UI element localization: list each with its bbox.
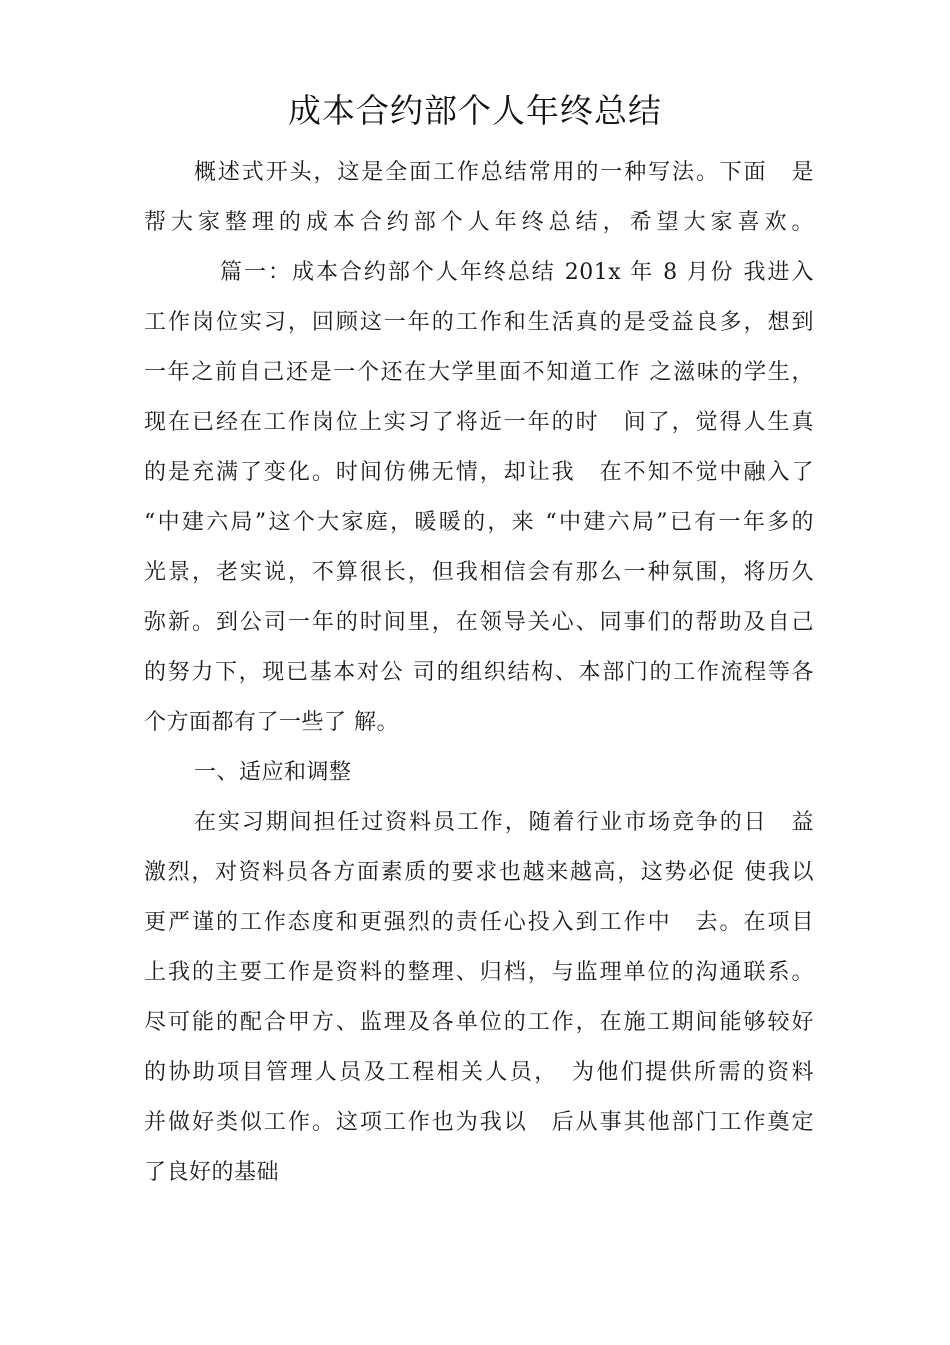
paragraph-line: 一年之前自己还是一个还在大学里面不知道工作 之滋味的学生， bbox=[144, 360, 814, 385]
paragraph-line: 概述式开头，这是全面工作总结常用的一种写法。下面 是 bbox=[194, 160, 814, 185]
paragraph-line: 弥新。到公司一年的时间里，在领导关心、同事们的帮助及自己 bbox=[144, 610, 814, 635]
paragraph-line: 并做好类似工作。这项工作也为我以 后从事其他部门工作奠定 bbox=[144, 1110, 814, 1135]
paragraph-line: 光景，老实说，不算很长，但我相信会有那么一种氛围，将历久 bbox=[144, 560, 814, 585]
paragraph-line: 上我的主要工作是资料的整理、归档，与监理单位的沟通联系。 bbox=[144, 960, 814, 985]
paragraph-line: 帮大家整理的成本合约部个人年终总结，希望大家喜欢。 bbox=[144, 210, 814, 235]
paragraph-line: 个方面都有了一些了 解。 bbox=[144, 710, 399, 735]
paragraph-line: 现在已经在工作岗位上实习了将近一年的时 间了，觉得人生真 bbox=[144, 410, 814, 435]
paragraph-line: 的是充满了变化。时间仿佛无情，却让我 在不知不觉中融入了 bbox=[144, 460, 814, 485]
paragraph-line: 更严谨的工作态度和更强烈的责任心投入到工作中 去。在项目 bbox=[144, 910, 814, 935]
paragraph-line: 的协助项目管理人员及工程相关人员， 为他们提供所需的资料 bbox=[144, 1060, 814, 1085]
paragraph-line: 的努力下，现已基本对公 司的组织结构、本部门的工作流程等各 bbox=[144, 660, 814, 685]
section-heading: 一、适应和调整 bbox=[194, 760, 352, 785]
paragraph-line: 激烈，对资料员各方面素质的要求也越来越高，这势必促 使我以 bbox=[144, 860, 814, 885]
paragraph-line: 工作岗位实习，回顾这一年的工作和生活真的是受益良多，想到 bbox=[144, 310, 814, 335]
document-title: 成本合约部个人年终总结 bbox=[288, 91, 662, 130]
paragraph-line: “中建六局”这个大家庭，暖暖的，来 “中建六局”已有一年多的 bbox=[144, 510, 814, 535]
paragraph-line: 尽可能的配合甲方、监理及各单位的工作，在施工期间能够较好 bbox=[144, 1010, 814, 1035]
paragraph-line: 在实习期间担任过资料员工作，随着行业市场竞争的日 益 bbox=[194, 810, 814, 835]
paragraph-line: 了良好的基础 bbox=[144, 1160, 280, 1185]
paragraph-line: 篇一：成本合约部个人年终总结 201x 年 8 月份 我进入 bbox=[220, 260, 814, 285]
